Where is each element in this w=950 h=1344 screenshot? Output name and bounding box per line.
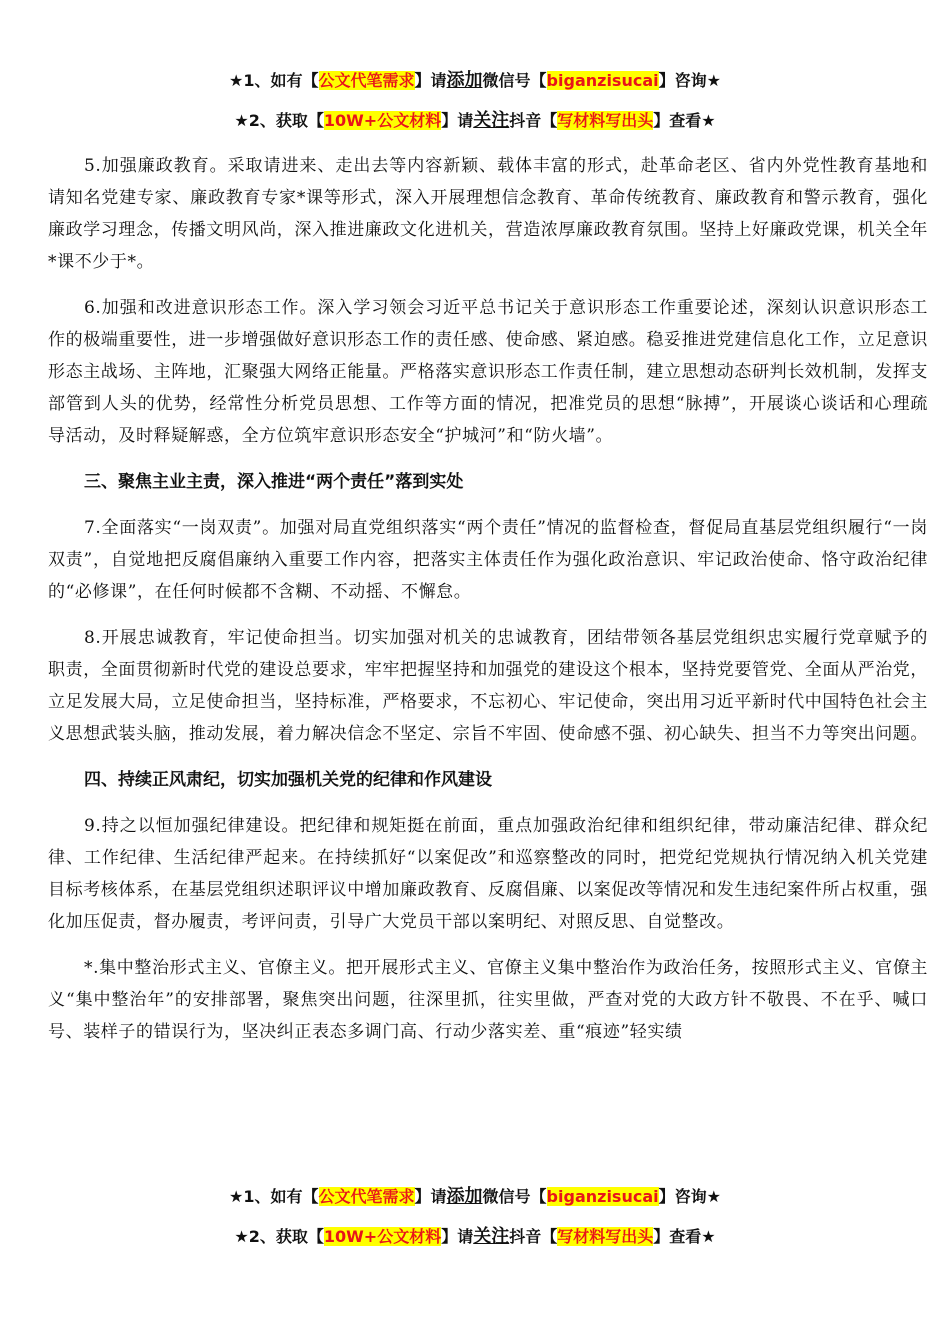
banner-text: 】请 — [441, 111, 474, 130]
promo-banner-bottom-2 — [0, 1226, 950, 1248]
banner-text: 微信号【 — [482, 71, 547, 90]
banner-underlined: 添加 — [446, 70, 483, 91]
banner-underlined: 关注 — [473, 1226, 510, 1247]
banner-text: ★2、获取【 — [234, 111, 324, 130]
paragraph-10: *.集中整治形式主义、官僚主义。把开展形式主义、官僚主义集中整治作为政治任务，按照形式主义、官僚主义“集中整治年”的安排部署，聚焦突出问题，往深里抓，往实里做，严查对党的大政方针不敬畏、不在乎、喊口号、装样子的错误行为，坚决纠正表态多调门高、行动少落实差、重“痕迹”轻实绩 — [48, 958, 928, 1042]
banner-underlined: 添加 — [446, 1186, 483, 1207]
banner-text: 】请 — [414, 71, 447, 90]
banner-highlight: 写材料写出头 — [557, 1227, 654, 1246]
paragraph-8: 8.开展忠诚教育，牢记使命担当。切实加强对机关的忠诚教育，团结带领各基层党组织忠实履行党章赋予的职责，全面贯彻新时代党的建设总要求，牢牢把握坚持和加强党的建设这个根本，坚持党要管党、全面从严治党，立足发展大局，立足使命担当，坚持标准，严格要求，不忘初心、牢记使命，突出用习近平新时代中国特色社会主义思想武装头脑，推动发展，着力解决信念不坚定、宗旨不牢固、使命感不强、初心缺失、担当不力等突出问题。 — [48, 628, 928, 744]
banner-text: 】请 — [441, 1227, 474, 1246]
banner-highlight: 写材料写出头 — [557, 111, 654, 130]
banner-text: 】请 — [414, 1187, 447, 1206]
banner-text: ★2、获取【 — [234, 1227, 324, 1246]
paragraph-5: 5.加强廉政教育。采取请进来、走出去等内容新颖、载体丰富的形式，赴革命老区、省内外党性教育基地和请知名党建专家、廉政教育专家*课等形式，深入开展理想信念教育、革命传统教育、廉政教育和警示教育，强化廉政学习理念，传播文明风尚，深入推进廉政文化进机关，营造浓厚廉政教育氛围。坚持上好廉政党课，机关全年*课不少于*。 — [48, 156, 928, 272]
banner-text: ★1、如有【 — [229, 71, 319, 90]
promo-banner-top-1 — [0, 70, 950, 92]
paragraph-9: 9.持之以恒加强纪律建设。把纪律和规矩挺在前面，重点加强政治纪律和组织纪律，带动廉洁纪律、群众纪律、工作纪律、生活纪律严起来。在持续抓好“以案促改”和巡察整改的同时，把党纪党规执行情况纳入机关党建目标考核体系，在基层党组织述职评议中增加廉政教育、反腐倡廉、以案促改等情况和发生违纪案件所占权重，强化加压促责，督办履责，考评问责，引导广大党员干部以案明纪、对照反思、自觉整改。 — [48, 816, 928, 932]
banner-text: ★1、如有【 — [229, 1187, 319, 1206]
promo-banner-bottom-1 — [0, 1186, 950, 1208]
document-body — [48, 150, 928, 1062]
banner-text: 微信号【 — [482, 1187, 547, 1206]
banner-text: 抖音【 — [509, 111, 558, 130]
banner-highlight: biganzisucai — [546, 71, 659, 90]
banner-text: 】咨询★ — [658, 71, 721, 90]
banner-text: 抖音【 — [509, 1227, 558, 1246]
paragraph-7: 7.全面落实“一岗双责”。加强对局直党组织落实“两个责任”情况的监督检查，督促局直基层党组织履行“一岗双责”，自觉地把反腐倡廉纳入重要工作内容，把落实主体责任作为强化政治意识、牢记政治使命、恪守政治纪律的“必修课”，在任何时候都不含糊、不动摇、不懈怠。 — [48, 518, 928, 602]
banner-highlight: 公文代笔需求 — [318, 1187, 415, 1206]
banner-highlight: 10W+公文材料 — [323, 1227, 442, 1246]
banner-text: 】查看★ — [653, 1227, 716, 1246]
banner-highlight: biganzisucai — [546, 1187, 659, 1206]
section-heading-3: 三、聚焦主业主责，深入推进“两个责任”落到实处 — [84, 472, 464, 492]
paragraph-6: 6.加强和改进意识形态工作。深入学习领会习近平总书记关于意识形态工作重要论述，深刻认识意识形态工作的极端重要性，进一步增强做好意识形态工作的责任感、使命感、紧迫感。稳妥推进党建信息化工作，立足意识形态主战场、主阵地，汇聚强大网络正能量。严格落实意识形态工作责任制，建立思想动态研判长效机制，发挥支部管到人头的优势，经常性分析党员思想、工作等方面的情况，把准党员的思想“脉搏”，开展谈心谈话和心理疏导活动，及时释疑解惑，全方位筑牢意识形态安全“护城河”和“防火墙”。 — [48, 298, 928, 446]
banner-highlight: 公文代笔需求 — [318, 71, 415, 90]
banner-underlined: 关注 — [473, 110, 510, 131]
promo-banner-top-2 — [0, 110, 950, 132]
section-heading-4: 四、持续正风肃纪，切实加强机关党的纪律和作风建设 — [84, 770, 492, 790]
banner-text: 】咨询★ — [658, 1187, 721, 1206]
banner-highlight: 10W+公文材料 — [323, 111, 442, 130]
banner-text: 】查看★ — [653, 111, 716, 130]
